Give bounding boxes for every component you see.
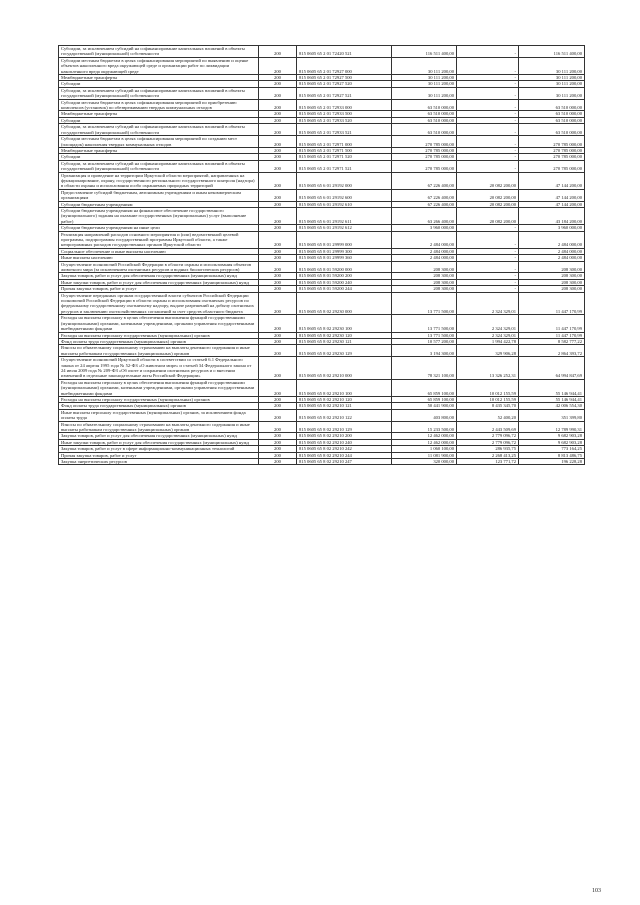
cell-unexecuted-amount: 270 785 000,00: [519, 136, 585, 148]
cell-unexecuted-amount: 116 511 400,00: [519, 46, 585, 58]
cell-approved-amount: 12 462 000,00: [392, 433, 457, 439]
cell-budget-classification-code: 815 0605 65 8 02 29210 120: [297, 396, 392, 402]
cell-indicator-name: Реализация направлений расходов основного мероприятия и (или) ведомственной целевой программы, подпрограммы государственной программы Иркутской области, а также непрограммных расходов государственных органов Иркутской области: [59, 231, 259, 248]
table-row: [59, 172, 585, 189]
cell-line-code: 200: [259, 345, 297, 357]
cell-indicator-name: Субсидии, за исключением субсидий на софинансирование капитальных вложений в объекты государственной (муниципальной) собственности: [59, 160, 259, 172]
cell-budget-classification-code: 815 0605 65 8 02 29210 100: [297, 379, 392, 396]
cell-unexecuted-amount: 270 785 000,00: [519, 160, 585, 172]
cell-executed-amount: 52 400,20: [457, 409, 519, 421]
cell-approved-amount: 208 300,00: [392, 261, 457, 273]
cell-approved-amount: 63 510 000,00: [392, 124, 457, 136]
cell-line-code: 200: [259, 172, 297, 189]
cell-indicator-name: Прочая закупка товаров, работ и услуг: [59, 286, 259, 292]
cell-indicator-name: Иные закупки товаров, работ и услуг для обеспечения государственных (муниципальных) нужд: [59, 279, 259, 285]
cell-indicator-name: Субсидии местным бюджетам в целях софинансирования мероприятий по приобретению комплексов (установок) по обезвреживанию твердых коммунальных отходов: [59, 99, 259, 111]
cell-approved-amount: 67 226 400,00: [392, 189, 457, 201]
cell-line-code: 200: [259, 255, 297, 261]
cell-budget-classification-code: 815 0605 65 8 02 29230 100: [297, 315, 392, 332]
cell-executed-amount: -: [457, 87, 519, 99]
cell-approved-amount: 63 266 400,00: [392, 207, 457, 224]
cell-line-code: 200: [259, 452, 297, 458]
table-body: [59, 46, 585, 465]
table-row: [59, 87, 585, 99]
cell-budget-classification-code: 815 0605 65 2 01 72971 500: [297, 147, 392, 153]
cell-line-code: 200: [259, 379, 297, 396]
cell-approved-amount: 13 771 500,00: [392, 292, 457, 315]
table-row: [59, 46, 585, 58]
cell-approved-amount: 50 441 900,00: [392, 403, 457, 409]
table-row: [59, 459, 585, 465]
cell-budget-classification-code: 815 0605 65 6 01 29192 000: [297, 172, 392, 189]
cell-line-code: 200: [259, 111, 297, 117]
cell-approved-amount: 13 771 500,00: [392, 315, 457, 332]
cell-approved-amount: 270 785 000,00: [392, 160, 457, 172]
cell-unexecuted-amount: 55 146 944,41: [519, 379, 585, 396]
cell-line-code: 200: [259, 225, 297, 231]
budget-report-table: [58, 45, 585, 465]
cell-indicator-name: Субсидии, за исключением субсидий на софинансирование капитальных вложений в объекты государственной (муниципальной) собственности: [59, 46, 259, 58]
cell-budget-classification-code: 815 0605 65 8 02 29210 244: [297, 452, 392, 458]
cell-unexecuted-amount: 30 111 200,00: [519, 87, 585, 99]
cell-indicator-name: Иные выплаты населению: [59, 255, 259, 261]
cell-approved-amount: 65 859 100,00: [392, 396, 457, 402]
cell-budget-classification-code: 815 0605 65 2 01 72927 000: [297, 57, 392, 74]
cell-unexecuted-amount: 270 785 000,00: [519, 154, 585, 160]
table-row: [59, 338, 585, 344]
cell-budget-classification-code: 815 0605 65 6 01 29192 610: [297, 201, 392, 207]
cell-budget-classification-code: 815 0605 65 8 02 29210 000: [297, 357, 392, 380]
table-row: [59, 99, 585, 111]
cell-executed-amount: -: [457, 81, 519, 87]
cell-indicator-name: Взносы по обязательному социальному страхованию на выплаты денежного содержания и иные выплаты работникам государственных (муниципальных) органов: [59, 345, 259, 357]
cell-indicator-name: Субсидии местным бюджетам в целях софинансирования мероприятий по созданию мест (площадок) накопления твердых коммунальных отходов: [59, 136, 259, 148]
cell-approved-amount: 67 226 400,00: [392, 201, 457, 207]
cell-line-code: 200: [259, 207, 297, 224]
cell-budget-classification-code: 815 0605 65 8 01 59200 000: [297, 261, 392, 273]
cell-indicator-name: Расходы на выплаты персоналу государственных (муниципальных) органов: [59, 396, 259, 402]
cell-unexecuted-amount: 8 582 777,22: [519, 338, 585, 344]
table-row: [59, 357, 585, 380]
cell-unexecuted-amount: 773 164,25: [519, 446, 585, 452]
cell-indicator-name: Взносы по обязательному социальному страхованию на выплаты денежного содержания и иные выплаты работникам государственных (муниципальных) органов: [59, 421, 259, 433]
cell-executed-amount: -: [457, 46, 519, 58]
cell-budget-classification-code: 815 0605 65 6 01 29192 612: [297, 225, 392, 231]
cell-unexecuted-amount: 2 864 393,72: [519, 345, 585, 357]
table-row: [59, 231, 585, 248]
cell-unexecuted-amount: 11 447 170,99: [519, 332, 585, 338]
table-row: [59, 433, 585, 439]
cell-line-code: 200: [259, 46, 297, 58]
table-row: [59, 409, 585, 421]
cell-approved-amount: 63 510 000,00: [392, 99, 457, 111]
cell-budget-classification-code: 815 0605 65 2 01 72971 520: [297, 154, 392, 160]
table-row: [59, 160, 585, 172]
cell-line-code: 200: [259, 459, 297, 465]
cell-indicator-name: Субсидии бюджетным учреждениям: [59, 201, 259, 207]
cell-executed-amount: -: [457, 231, 519, 248]
cell-budget-classification-code: 815 0605 65 6 01 29192 611: [297, 207, 392, 224]
cell-line-code: 200: [259, 57, 297, 74]
cell-executed-amount: -: [457, 117, 519, 123]
table-row: [59, 189, 585, 201]
cell-line-code: 200: [259, 446, 297, 452]
cell-executed-amount: -: [457, 57, 519, 74]
cell-budget-classification-code: 815 0605 65 2 01 72971 521: [297, 160, 392, 172]
table-row: [59, 292, 585, 315]
cell-executed-amount: -: [457, 124, 519, 136]
cell-line-code: 200: [259, 261, 297, 273]
cell-unexecuted-amount: 2 484 000,00: [519, 255, 585, 261]
cell-approved-amount: 30 111 200,00: [392, 75, 457, 81]
cell-approved-amount: 1 060 100,00: [392, 446, 457, 452]
cell-executed-amount: -: [457, 261, 519, 273]
cell-executed-amount: -: [457, 154, 519, 160]
cell-approved-amount: 67 226 400,00: [392, 172, 457, 189]
cell-unexecuted-amount: 9 682 903,28: [519, 439, 585, 445]
cell-budget-classification-code: 815 0605 65 8 02 29210 129: [297, 421, 392, 433]
cell-indicator-name: Осуществление полномочий Иркутской области в соответствии со статьей 6.1 Федерального закона от 24 апреля 1995 года № 52-ФЗ «О животном мире» и статьей 34 Федерального закона от 24 июля 2009 года № 209-ФЗ «Об охоте и сохранении охотничьих ресурсов и о внесении изменений в отдельные законодательные акты Российской Федерации»: [59, 357, 259, 380]
cell-line-code: 200: [259, 147, 297, 153]
cell-indicator-name: Межбюджетные трансферты: [59, 147, 259, 153]
cell-line-code: 200: [259, 160, 297, 172]
cell-approved-amount: 208 300,00: [392, 279, 457, 285]
cell-unexecuted-amount: 2 484 000,00: [519, 248, 585, 254]
cell-line-code: 200: [259, 292, 297, 315]
cell-approved-amount: 2 484 000,00: [392, 248, 457, 254]
cell-unexecuted-amount: 11 447 170,99: [519, 315, 585, 332]
cell-budget-classification-code: 815 0605 65 2 01 72927 500: [297, 75, 392, 81]
cell-budget-classification-code: 815 0605 65 8 02 29230 120: [297, 332, 392, 338]
cell-approved-amount: 13 771 500,00: [392, 332, 457, 338]
cell-indicator-name: Субсидии: [59, 154, 259, 160]
cell-line-code: 200: [259, 409, 297, 421]
cell-approved-amount: 320 000,00: [392, 459, 457, 465]
cell-approved-amount: 2 484 000,00: [392, 255, 457, 261]
cell-approved-amount: 116 511 400,00: [392, 46, 457, 58]
cell-unexecuted-amount: 11 447 170,99: [519, 292, 585, 315]
cell-budget-classification-code: 815 0605 65 2 01 72971 000: [297, 136, 392, 148]
cell-unexecuted-amount: 63 510 000,00: [519, 124, 585, 136]
cell-executed-amount: 2 324 329,01: [457, 292, 519, 315]
cell-executed-amount: 10 012 155,59: [457, 379, 519, 396]
cell-executed-amount: 10 012 155,59: [457, 396, 519, 402]
table-row: [59, 439, 585, 445]
cell-unexecuted-amount: 270 785 000,00: [519, 147, 585, 153]
cell-executed-amount: 2 268 413,25: [457, 452, 519, 458]
cell-unexecuted-amount: 42 006 554,30: [519, 403, 585, 409]
cell-unexecuted-amount: 208 300,00: [519, 279, 585, 285]
cell-approved-amount: 10 577 200,00: [392, 338, 457, 344]
cell-budget-classification-code: 815 0605 65 8 02 29210 200: [297, 433, 392, 439]
cell-approved-amount: 2 484 000,00: [392, 231, 457, 248]
cell-executed-amount: 1 994 422,78: [457, 338, 519, 344]
table-row: [59, 345, 585, 357]
cell-indicator-name: Закупка энергетических ресурсов: [59, 459, 259, 465]
cell-approved-amount: 63 510 000,00: [392, 111, 457, 117]
cell-approved-amount: 63 510 000,00: [392, 117, 457, 123]
cell-executed-amount: 20 082 200,00: [457, 201, 519, 207]
cell-budget-classification-code: 815 0605 65 8 02 29230 000: [297, 292, 392, 315]
cell-unexecuted-amount: 12 789 990,31: [519, 421, 585, 433]
cell-unexecuted-amount: 47 144 200,00: [519, 201, 585, 207]
cell-executed-amount: -: [457, 160, 519, 172]
cell-indicator-name: Закупка товаров, работ и услуг в сфере информационно-коммуникационных технологий: [59, 446, 259, 452]
cell-indicator-name: Субсидии: [59, 81, 259, 87]
cell-executed-amount: 2 443 509,69: [457, 421, 519, 433]
cell-budget-classification-code: 815 0605 65 2 01 72933 500: [297, 111, 392, 117]
cell-executed-amount: 2 324 329,01: [457, 315, 519, 332]
table-row: [59, 396, 585, 402]
cell-line-code: 200: [259, 421, 297, 433]
page-number: 103: [592, 888, 601, 894]
cell-executed-amount: 329 906,28: [457, 345, 519, 357]
cell-unexecuted-amount: 208 300,00: [519, 261, 585, 273]
cell-executed-amount: -: [457, 255, 519, 261]
cell-budget-classification-code: 815 0605 65 6 01 29192 600: [297, 189, 392, 201]
cell-executed-amount: -: [457, 286, 519, 292]
cell-budget-classification-code: 815 0605 65 8 02 29230 129: [297, 345, 392, 357]
cell-executed-amount: 286 935,75: [457, 446, 519, 452]
cell-indicator-name: Иные закупки товаров, работ и услуг для обеспечения государственных (муниципальных) нужд: [59, 439, 259, 445]
cell-budget-classification-code: 815 0605 65 8 02 29210 240: [297, 439, 392, 445]
cell-indicator-name: Расходы на выплаты персоналу в целях обеспечения выполнения функций государственными (муниципальными) органами, казенными учреждениями, органами управления государственными внебюджетными фондами: [59, 315, 259, 332]
cell-executed-amount: -: [457, 99, 519, 111]
cell-executed-amount: -: [457, 273, 519, 279]
table-row: [59, 379, 585, 396]
cell-approved-amount: 3 960 000,00: [392, 225, 457, 231]
cell-indicator-name: Межбюджетные трансферты: [59, 75, 259, 81]
cell-indicator-name: Расходы на выплаты персоналу в целях обеспечения выполнения функций государственными (муниципальными) органами, казенными учреждениями, органами управления государственными внебюджетными фондами: [59, 379, 259, 396]
cell-indicator-name: Социальное обеспечение и иные выплаты населению: [59, 248, 259, 254]
cell-approved-amount: 30 111 200,00: [392, 87, 457, 99]
cell-indicator-name: Закупка товаров, работ и услуг для обеспечения государственных (муниципальных) нужд: [59, 433, 259, 439]
cell-indicator-name: Субсидии, за исключением субсидий на софинансирование капитальных вложений в объекты государственной (муниципальной) собственности: [59, 87, 259, 99]
cell-executed-amount: 2 324 329,01: [457, 332, 519, 338]
cell-unexecuted-amount: 30 111 200,00: [519, 57, 585, 74]
cell-indicator-name: Межбюджетные трансферты: [59, 111, 259, 117]
cell-line-code: 200: [259, 117, 297, 123]
cell-line-code: 200: [259, 189, 297, 201]
cell-budget-classification-code: 815 0605 65 8 02 29210 247: [297, 459, 392, 465]
cell-unexecuted-amount: 43 184 200,00: [519, 207, 585, 224]
cell-indicator-name: Организация и проведение на территории Иркутской области мероприятий, направленных на функционирование, охрану, государственного регионального государственного контроля (надзора) в области охраны и использования особо охраняемых природных территорий: [59, 172, 259, 189]
table-row: [59, 446, 585, 452]
cell-executed-amount: 20 082 200,00: [457, 172, 519, 189]
cell-approved-amount: 270 785 000,00: [392, 147, 457, 153]
cell-approved-amount: 270 785 000,00: [392, 136, 457, 148]
cell-executed-amount: -: [457, 225, 519, 231]
cell-budget-classification-code: 815 0605 65 2 01 72933 521: [297, 124, 392, 136]
cell-approved-amount: 270 785 000,00: [392, 154, 457, 160]
table-row: [59, 136, 585, 148]
cell-line-code: 200: [259, 332, 297, 338]
cell-indicator-name: Предоставление субсидий бюджетным, автономным учреждениям и иным некоммерческим организациям: [59, 189, 259, 201]
cell-unexecuted-amount: 196 228,28: [519, 459, 585, 465]
cell-executed-amount: 20 082 200,00: [457, 189, 519, 201]
cell-line-code: 200: [259, 231, 297, 248]
cell-budget-classification-code: 815 0605 65 8 02 29210 242: [297, 446, 392, 452]
cell-unexecuted-amount: 2 484 000,00: [519, 231, 585, 248]
cell-budget-classification-code: 815 0605 65 8 01 29999 360: [297, 255, 392, 261]
cell-budget-classification-code: 815 0605 65 2 01 72933 520: [297, 117, 392, 123]
cell-executed-amount: -: [457, 136, 519, 148]
cell-unexecuted-amount: 64 994 847,69: [519, 357, 585, 380]
table-row: [59, 57, 585, 74]
cell-line-code: 200: [259, 99, 297, 111]
cell-line-code: 200: [259, 136, 297, 148]
cell-unexecuted-amount: 208 300,00: [519, 273, 585, 279]
cell-indicator-name: Субсидии: [59, 117, 259, 123]
cell-unexecuted-amount: 30 111 200,00: [519, 81, 585, 87]
cell-indicator-name: Осуществление полномочий Российской Федерации в области охраны и использования объектов животного мира (за исключением охотничьих ресурсов и водных биологических ресурсов): [59, 261, 259, 273]
cell-line-code: 200: [259, 433, 297, 439]
cell-budget-classification-code: 815 0605 65 2 01 72933 000: [297, 99, 392, 111]
cell-unexecuted-amount: 47 144 200,00: [519, 172, 585, 189]
cell-approved-amount: 403 800,00: [392, 409, 457, 421]
cell-line-code: 200: [259, 403, 297, 409]
cell-executed-amount: 123 771,72: [457, 459, 519, 465]
budget-report-table-container: [58, 45, 584, 465]
table-row: [59, 421, 585, 433]
cell-line-code: 200: [259, 338, 297, 344]
cell-indicator-name: Прочая закупка товаров, работ и услуг: [59, 452, 259, 458]
cell-line-code: 200: [259, 396, 297, 402]
cell-unexecuted-amount: 47 144 200,00: [519, 189, 585, 201]
cell-approved-amount: 78 321 100,00: [392, 357, 457, 380]
cell-indicator-name: Расходы на выплаты персоналу государственных (муниципальных) органов: [59, 332, 259, 338]
cell-indicator-name: Закупка товаров, работ и услуг для обеспечения государственных (муниципальных) нужд: [59, 273, 259, 279]
cell-budget-classification-code: 815 0605 65 8 02 29210 122: [297, 409, 392, 421]
cell-line-code: 200: [259, 357, 297, 380]
cell-indicator-name: Субсидии бюджетным учреждениям на финансовое обеспечение государственного (муниципального) задания на оказание государственных (муниципальных) услуг (выполнение работ): [59, 207, 259, 224]
cell-approved-amount: 208 300,00: [392, 286, 457, 292]
cell-executed-amount: 2 779 096,72: [457, 439, 519, 445]
cell-unexecuted-amount: 208 300,00: [519, 286, 585, 292]
cell-line-code: 200: [259, 279, 297, 285]
cell-indicator-name: Субсидии бюджетным учреждениям на иные цели: [59, 225, 259, 231]
cell-approved-amount: 30 111 200,00: [392, 81, 457, 87]
cell-line-code: 200: [259, 75, 297, 81]
cell-line-code: 200: [259, 248, 297, 254]
table-row: [59, 124, 585, 136]
cell-line-code: 200: [259, 124, 297, 136]
cell-budget-classification-code: 815 0605 65 2 01 72927 520: [297, 81, 392, 87]
cell-unexecuted-amount: 30 111 200,00: [519, 75, 585, 81]
cell-unexecuted-amount: 351 399,80: [519, 409, 585, 421]
cell-indicator-name: Субсидии, за исключением субсидий на софинансирование капитальных вложений в объекты государственной (муниципальной) собственности: [59, 124, 259, 136]
table-row: [59, 403, 585, 409]
cell-approved-amount: 30 111 200,00: [392, 57, 457, 74]
cell-line-code: 200: [259, 315, 297, 332]
cell-unexecuted-amount: 55 146 944,41: [519, 396, 585, 402]
cell-indicator-name: Иные выплаты персоналу государственных (муниципальных) органов, за исключением фонда оплаты труда: [59, 409, 259, 421]
cell-line-code: 200: [259, 439, 297, 445]
table-row: [59, 207, 585, 224]
cell-unexecuted-amount: 9 682 903,28: [519, 433, 585, 439]
cell-approved-amount: 11 081 900,00: [392, 452, 457, 458]
cell-unexecuted-amount: 63 510 000,00: [519, 99, 585, 111]
cell-budget-classification-code: 815 0605 65 8 01 29999 000: [297, 231, 392, 248]
cell-approved-amount: 15 233 500,00: [392, 421, 457, 433]
cell-line-code: 200: [259, 273, 297, 279]
cell-budget-classification-code: 815 0605 65 8 02 29210 121: [297, 403, 392, 409]
table-row: [59, 315, 585, 332]
cell-approved-amount: 12 462 000,00: [392, 439, 457, 445]
cell-unexecuted-amount: 3 960 000,00: [519, 225, 585, 231]
cell-indicator-name: Фонд оплаты труда государственных (муниципальных) органов: [59, 338, 259, 344]
cell-approved-amount: 3 194 300,00: [392, 345, 457, 357]
cell-indicator-name: Фонд оплаты труда государственных (муниципальных) органов: [59, 403, 259, 409]
cell-budget-classification-code: 815 0605 65 2 01 72927 521: [297, 87, 392, 99]
cell-executed-amount: -: [457, 111, 519, 117]
cell-line-code: 200: [259, 286, 297, 292]
cell-indicator-name: Субсидии местным бюджетам в целях софинансирования мероприятий по выявлению и оценке объектов накопленного вреда окружающей среде и организации работ по ликвидации накопленного вреда окружающей среде: [59, 57, 259, 74]
cell-budget-classification-code: 815 0605 65 8 01 59200 244: [297, 286, 392, 292]
cell-executed-amount: -: [457, 75, 519, 81]
cell-unexecuted-amount: 63 510 000,00: [519, 117, 585, 123]
cell-executed-amount: 8 435 345,70: [457, 403, 519, 409]
cell-executed-amount: -: [457, 279, 519, 285]
cell-executed-amount: -: [457, 147, 519, 153]
cell-executed-amount: 20 082 200,00: [457, 207, 519, 224]
cell-unexecuted-amount: 63 510 000,00: [519, 111, 585, 117]
table-row: [59, 332, 585, 338]
cell-budget-classification-code: 815 0605 65 8 02 29230 121: [297, 338, 392, 344]
cell-line-code: 200: [259, 201, 297, 207]
cell-unexecuted-amount: 8 813 486,75: [519, 452, 585, 458]
cell-executed-amount: -: [457, 248, 519, 254]
cell-approved-amount: 65 859 100,00: [392, 379, 457, 396]
cell-budget-classification-code: 815 0605 65 2 01 72420 521: [297, 46, 392, 58]
cell-budget-classification-code: 815 0605 65 8 01 59200 240: [297, 279, 392, 285]
cell-indicator-name: Осуществление переданных органам государственной власти субъектов Российской Федерации полномочий Российской Федерации в области охраны и использования охотничьих ресурсов по федеральному государственному охотничьему надзору, выдаче разрешений на добычу охотничьих ресурсов и заключению охотхозяйственных соглашений за счет средств областного бюджета: [59, 292, 259, 315]
cell-budget-classification-code: 815 0605 65 8 01 29999 300: [297, 248, 392, 254]
cell-line-code: 200: [259, 81, 297, 87]
cell-budget-classification-code: 815 0605 65 8 01 59200 200: [297, 273, 392, 279]
table-row: [59, 261, 585, 273]
cell-executed-amount: 13 326 252,31: [457, 357, 519, 380]
cell-line-code: 200: [259, 87, 297, 99]
cell-approved-amount: 208 300,00: [392, 273, 457, 279]
cell-line-code: 200: [259, 154, 297, 160]
cell-executed-amount: 2 779 096,72: [457, 433, 519, 439]
